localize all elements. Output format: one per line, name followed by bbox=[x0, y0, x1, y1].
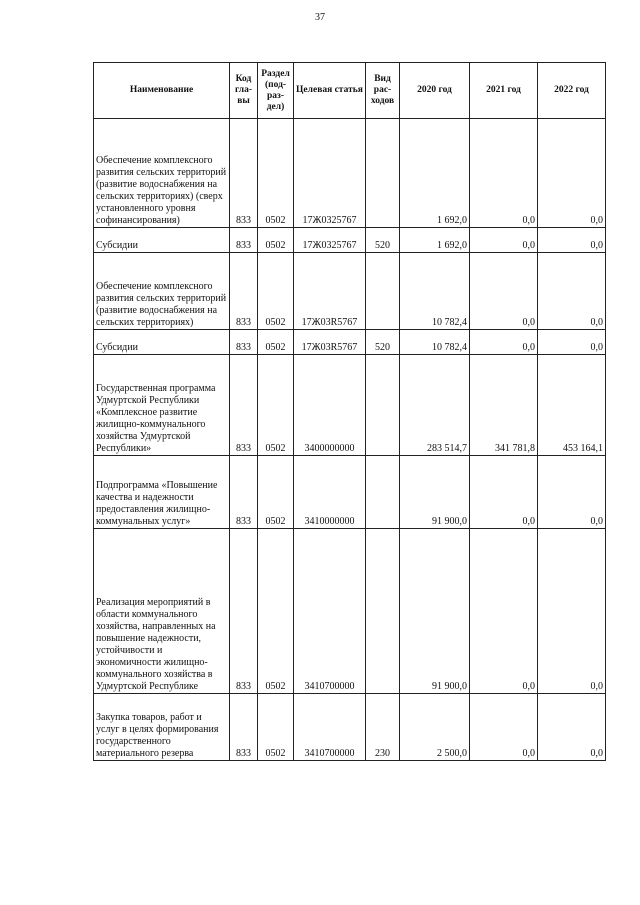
row-chapter: 833 bbox=[230, 330, 258, 355]
row-target: 17Ж0325767 bbox=[294, 119, 366, 228]
header-chapter: Код гла- вы bbox=[230, 63, 258, 119]
row-2022: 0,0 bbox=[538, 228, 606, 253]
row-target: 17Ж03R5767 bbox=[294, 253, 366, 330]
row-target: 3410700000 bbox=[294, 529, 366, 694]
row-name: Подпрограмма «Повышение качества и надежности предоставления жилищно-коммунальных услуг» bbox=[94, 456, 230, 529]
header-2022: 2022 год bbox=[538, 63, 606, 119]
row-name: Реализация мероприятий в области коммунального хозяйства, направленных на повышение надежности, устойчивости и экономичности жилищно-коммунального хозяйства в Удмуртской Республике bbox=[94, 529, 230, 694]
row-2022: 453 164,1 bbox=[538, 355, 606, 456]
row-chapter: 833 bbox=[230, 694, 258, 761]
row-expense bbox=[366, 119, 400, 228]
row-target: 3410700000 bbox=[294, 694, 366, 761]
table-row bbox=[94, 529, 606, 694]
row-expense bbox=[366, 355, 400, 456]
row-expense: 520 bbox=[366, 330, 400, 355]
header-2020: 2020 год bbox=[400, 63, 470, 119]
row-target: 3400000000 bbox=[294, 355, 366, 456]
page-number: 37 bbox=[315, 12, 325, 23]
row-name: Обеспечение комплексного развития сельских территорий (развитие водоснабжения на сельских территориях) (сверх установленного уровня софинансирования) bbox=[94, 119, 230, 228]
row-section: 0502 bbox=[258, 456, 294, 529]
row-chapter: 833 bbox=[230, 355, 258, 456]
budget-table bbox=[93, 62, 606, 761]
header-row bbox=[94, 63, 606, 119]
row-expense bbox=[366, 529, 400, 694]
row-name: Обеспечение комплексного развития сельских территорий (развитие водоснабжения на сельских территориях) bbox=[94, 253, 230, 330]
row-2021: 341 781,8 bbox=[470, 355, 538, 456]
header-section: Раздел (под- раз- дел) bbox=[258, 63, 294, 119]
row-chapter: 833 bbox=[230, 529, 258, 694]
row-name: Государственная программа Удмуртской Республики «Комплексное развитие жилищно-коммунального хозяйства Удмуртской Республики» bbox=[94, 355, 230, 456]
table-row bbox=[94, 228, 606, 253]
row-section: 0502 bbox=[258, 228, 294, 253]
row-2020: 2 500,0 bbox=[400, 694, 470, 761]
row-2021: 0,0 bbox=[470, 456, 538, 529]
row-target: 17Ж0325767 bbox=[294, 228, 366, 253]
row-2022: 0,0 bbox=[538, 456, 606, 529]
row-target: 3410000000 bbox=[294, 456, 366, 529]
row-2022: 0,0 bbox=[538, 529, 606, 694]
row-2020: 1 692,0 bbox=[400, 228, 470, 253]
row-2021: 0,0 bbox=[470, 694, 538, 761]
row-section: 0502 bbox=[258, 119, 294, 228]
row-2020: 10 782,4 bbox=[400, 330, 470, 355]
row-expense bbox=[366, 456, 400, 529]
header-2021: 2021 год bbox=[470, 63, 538, 119]
row-section: 0502 bbox=[258, 355, 294, 456]
row-section: 0502 bbox=[258, 694, 294, 761]
row-chapter: 833 bbox=[230, 456, 258, 529]
row-2021: 0,0 bbox=[470, 119, 538, 228]
row-name: Субсидии bbox=[94, 228, 230, 253]
row-2020: 1 692,0 bbox=[400, 119, 470, 228]
header-expense: Вид рас- ходов bbox=[366, 63, 400, 119]
header-target: Целевая статья bbox=[294, 63, 366, 119]
row-name: Субсидии bbox=[94, 330, 230, 355]
row-section: 0502 bbox=[258, 253, 294, 330]
row-2022: 0,0 bbox=[538, 119, 606, 228]
row-2021: 0,0 bbox=[470, 228, 538, 253]
table-row bbox=[94, 456, 606, 529]
row-expense: 230 bbox=[366, 694, 400, 761]
row-2022: 0,0 bbox=[538, 694, 606, 761]
row-chapter: 833 bbox=[230, 253, 258, 330]
row-2021: 0,0 bbox=[470, 330, 538, 355]
row-2021: 0,0 bbox=[470, 253, 538, 330]
table-row bbox=[94, 253, 606, 330]
row-chapter: 833 bbox=[230, 228, 258, 253]
row-expense: 520 bbox=[366, 228, 400, 253]
row-expense bbox=[366, 253, 400, 330]
table-row bbox=[94, 330, 606, 355]
row-2020: 91 900,0 bbox=[400, 456, 470, 529]
row-2022: 0,0 bbox=[538, 253, 606, 330]
table-row bbox=[94, 355, 606, 456]
table-row bbox=[94, 119, 606, 228]
row-2020: 10 782,4 bbox=[400, 253, 470, 330]
row-name: Закупка товаров, работ и услуг в целях формирования государственного материального резерва bbox=[94, 694, 230, 761]
header-name: Наименование bbox=[94, 63, 230, 119]
row-2020: 283 514,7 bbox=[400, 355, 470, 456]
row-2021: 0,0 bbox=[470, 529, 538, 694]
row-section: 0502 bbox=[258, 529, 294, 694]
row-section: 0502 bbox=[258, 330, 294, 355]
row-target: 17Ж03R5767 bbox=[294, 330, 366, 355]
row-chapter: 833 bbox=[230, 119, 258, 228]
table-row bbox=[94, 694, 606, 761]
row-2022: 0,0 bbox=[538, 330, 606, 355]
row-2020: 91 900,0 bbox=[400, 529, 470, 694]
